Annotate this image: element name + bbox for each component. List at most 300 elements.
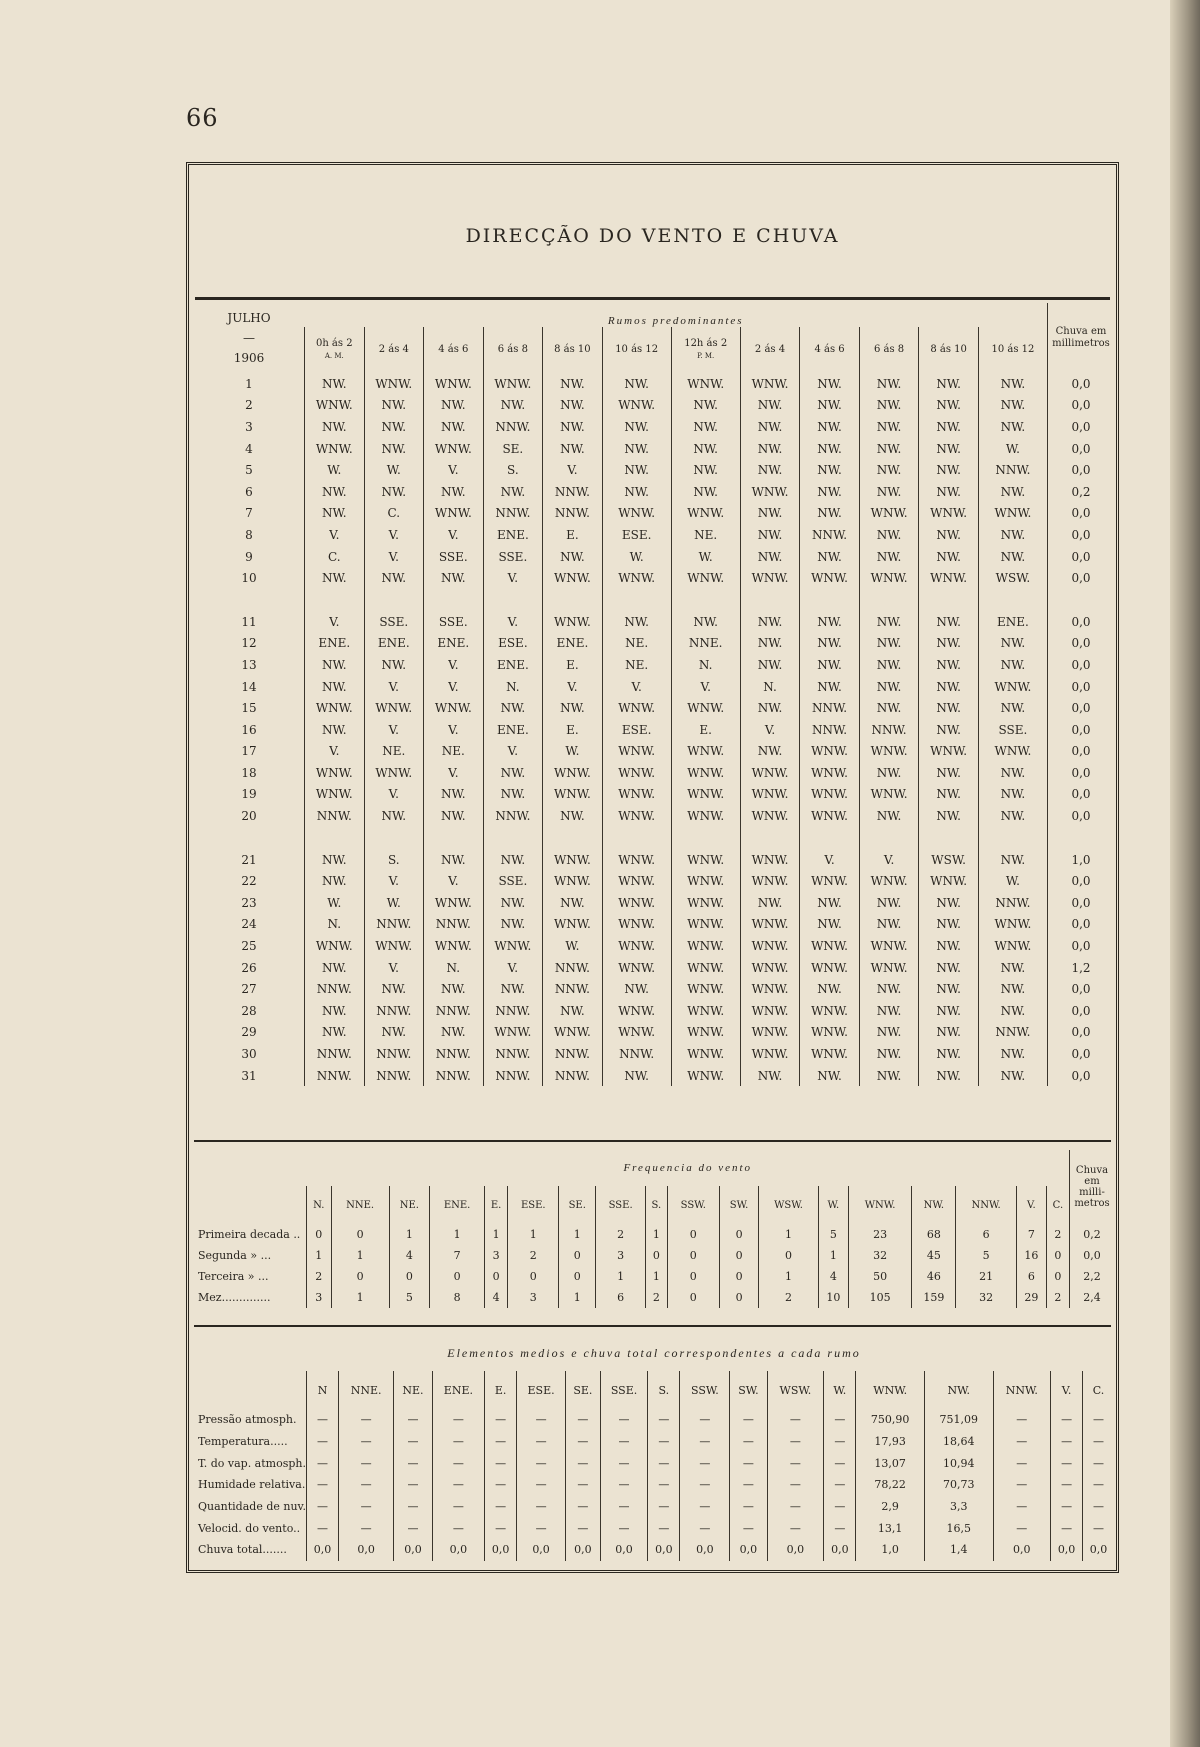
spacer-cell xyxy=(602,827,671,849)
wind-direction-cell: WNW. xyxy=(740,567,800,589)
spacer-cell xyxy=(1048,589,1115,611)
spacer-cell xyxy=(364,589,424,611)
row-label: Chuva total....... xyxy=(198,1543,287,1557)
element-cell: — xyxy=(1083,1517,1114,1539)
element-cell: — xyxy=(565,1496,600,1518)
wind-direction-cell: V. xyxy=(305,611,365,633)
wind-direction-cell: WNW. xyxy=(602,697,671,719)
wind-direction-cell: N. xyxy=(305,914,365,936)
element-cell: — xyxy=(485,1452,517,1474)
wind-direction-cell: SSE. xyxy=(364,611,424,633)
table-row xyxy=(194,1409,1114,1431)
wind-direction-cell: WNW. xyxy=(364,373,424,395)
wind-direction-cell: NW. xyxy=(978,395,1047,417)
wind-direction-cell: SSE. xyxy=(424,546,484,568)
frequency-cell: 0 xyxy=(667,1287,719,1308)
time-column-label: 8 ás 10 xyxy=(554,344,591,355)
wind-direction-cell: NW. xyxy=(671,416,740,438)
wind-direction-cell: NNW. xyxy=(364,1065,424,1087)
spacer-cell xyxy=(978,827,1047,849)
direction-column-header: WSW. xyxy=(759,1186,819,1224)
table-row xyxy=(194,1517,1114,1539)
element-cell: 0,0 xyxy=(339,1539,394,1561)
direction-column-header: ESE. xyxy=(517,1371,566,1409)
element-cell: — xyxy=(648,1517,680,1539)
wind-direction-cell: N. xyxy=(671,654,740,676)
wind-direction-cell: WNW. xyxy=(671,1022,740,1044)
wind-direction-cell: ENE. xyxy=(305,633,365,655)
spacer-cell xyxy=(740,827,800,849)
wind-direction-cell: NW. xyxy=(919,373,979,395)
wind-direction-cell: NW. xyxy=(859,914,919,936)
wind-direction-cell: NW. xyxy=(859,762,919,784)
wind-direction-cell: WNW. xyxy=(859,784,919,806)
element-cell: — xyxy=(1051,1496,1083,1518)
wind-direction-cell: NW. xyxy=(305,676,365,698)
element-cell: — xyxy=(432,1517,484,1539)
wind-direction-cell: WNW. xyxy=(602,849,671,871)
element-cell: — xyxy=(1083,1409,1114,1431)
wind-direction-cell: NW. xyxy=(305,416,365,438)
time-column-label: 0h ás 2 xyxy=(315,338,353,349)
wind-direction-cell: WNW. xyxy=(543,914,603,936)
wind-direction-cell: NW. xyxy=(364,654,424,676)
wind-direction-cell: WNW. xyxy=(305,438,365,460)
direction-column-header: ENE. xyxy=(432,1371,484,1409)
wind-direction-cell: V. xyxy=(483,567,543,589)
wind-direction-cell: WNW. xyxy=(740,1022,800,1044)
wind-direction-cell: NW. xyxy=(740,633,800,655)
wind-direction-cell: W. xyxy=(978,438,1047,460)
table-row xyxy=(194,1224,1114,1245)
wind-direction-cell: NW. xyxy=(740,546,800,568)
table-row xyxy=(194,805,1114,827)
wind-direction-cell: NW. xyxy=(978,416,1047,438)
wind-direction-cell: NW. xyxy=(483,978,543,1000)
wind-direction-cell: WSW. xyxy=(978,567,1047,589)
element-cell: — xyxy=(339,1496,394,1518)
wind-direction-cell: ESE. xyxy=(483,633,543,655)
wind-direction-cell: ENE. xyxy=(543,633,603,655)
direction-column-header: SE. xyxy=(565,1371,600,1409)
day-number: 23 xyxy=(241,895,257,910)
wind-direction-cell: NW. xyxy=(919,524,979,546)
frequency-cell: 23 xyxy=(848,1224,912,1245)
row-label: Humidade relativa. xyxy=(198,1478,306,1492)
wind-direction-cell: NNW. xyxy=(424,1000,484,1022)
wind-direction-cell: NW. xyxy=(740,741,800,763)
wind-direction-cell: NW. xyxy=(740,438,800,460)
wind-direction-cell: NW. xyxy=(800,481,860,503)
element-cell: — xyxy=(600,1452,648,1474)
frequency-cell: 6 xyxy=(1016,1266,1046,1287)
wind-direction-cell: WNW. xyxy=(671,957,740,979)
frequency-header: Frequencia do vento xyxy=(623,1162,753,1174)
time-column-header xyxy=(305,327,365,373)
wind-direction-cell: NNW. xyxy=(424,1043,484,1065)
day-number: 16 xyxy=(241,722,257,737)
table-row xyxy=(194,373,1114,395)
day-number: 17 xyxy=(241,744,257,759)
wind-direction-cell: WNW. xyxy=(859,503,919,525)
wind-direction-cell: NW. xyxy=(543,805,603,827)
wind-direction-cell: WNW. xyxy=(671,1065,740,1087)
spacer-cell xyxy=(483,827,543,849)
element-cell: — xyxy=(600,1474,648,1496)
rain-cell: 2,2 xyxy=(1070,1266,1115,1287)
spacer-cell xyxy=(364,827,424,849)
wind-direction-cell: WNW. xyxy=(671,870,740,892)
wind-direction-cell: NW. xyxy=(424,805,484,827)
year-label: 1906 xyxy=(233,351,265,365)
wind-direction-cell: WNW. xyxy=(740,805,800,827)
element-cell: 70,73 xyxy=(924,1474,993,1496)
month-dash: — xyxy=(243,331,255,345)
wind-direction-cell: WNW. xyxy=(859,957,919,979)
wind-direction-cell: WNW. xyxy=(740,914,800,936)
wind-direction-cell: W. xyxy=(364,459,424,481)
table-row xyxy=(194,957,1114,979)
wind-direction-cell: NNW. xyxy=(978,459,1047,481)
wind-direction-cell: NNW. xyxy=(364,914,424,936)
wind-direction-cell: WNW. xyxy=(602,805,671,827)
wind-direction-cell: SSE. xyxy=(483,546,543,568)
rain-cell: 1,2 xyxy=(1048,957,1115,979)
element-cell: 0,0 xyxy=(565,1539,600,1561)
frequency-cell: 2 xyxy=(1046,1287,1069,1308)
wind-direction-cell: NW. xyxy=(602,416,671,438)
element-cell: — xyxy=(339,1452,394,1474)
wind-direction-cell: WNW. xyxy=(602,870,671,892)
day-number: 4 xyxy=(245,441,253,456)
frequency-cell: 46 xyxy=(912,1266,956,1287)
wind-direction-cell: V. xyxy=(859,849,919,871)
frequency-cell: 68 xyxy=(912,1224,956,1245)
element-cell: — xyxy=(824,1496,856,1518)
wind-direction-cell: V. xyxy=(424,459,484,481)
element-cell: 0,0 xyxy=(307,1539,339,1561)
wind-direction-cell: SSE. xyxy=(978,719,1047,741)
wind-direction-cell: NW. xyxy=(740,697,800,719)
wind-direction-cell: WNW. xyxy=(800,762,860,784)
group-header: Rumos predominantes xyxy=(607,315,744,327)
element-cell: — xyxy=(730,1474,767,1496)
rain-cell: 0,0 xyxy=(1048,438,1115,460)
wind-direction-cell: NW. xyxy=(483,395,543,417)
day-number: 3 xyxy=(245,419,253,434)
wind-direction-cell: V. xyxy=(364,676,424,698)
table-row xyxy=(194,1065,1114,1087)
element-cell: — xyxy=(307,1517,339,1539)
wind-direction-cell: WNW. xyxy=(305,697,365,719)
wind-direction-cell: NW. xyxy=(978,1000,1047,1022)
wind-direction-cell: V. xyxy=(483,611,543,633)
wind-direction-cell: WNW. xyxy=(800,935,860,957)
wind-direction-cell: NW. xyxy=(364,567,424,589)
wind-direction-cell: NW. xyxy=(919,935,979,957)
table-row xyxy=(194,438,1114,460)
wind-direction-cell: NW. xyxy=(800,676,860,698)
wind-direction-cell: NW. xyxy=(978,654,1047,676)
spacer-cell xyxy=(602,589,671,611)
wind-direction-cell: NW. xyxy=(919,438,979,460)
wind-direction-cell: NW. xyxy=(740,892,800,914)
element-cell: — xyxy=(824,1431,856,1453)
wind-direction-cell: WNW. xyxy=(483,1022,543,1044)
element-cell: — xyxy=(517,1452,566,1474)
frequency-cell: 159 xyxy=(912,1287,956,1308)
direction-column-header: C. xyxy=(1046,1186,1069,1224)
wind-direction-cell: NW. xyxy=(859,654,919,676)
wind-direction-cell: WNW. xyxy=(740,1043,800,1065)
day-number: 20 xyxy=(241,809,257,824)
wind-direction-cell: C. xyxy=(305,546,365,568)
day-number: 22 xyxy=(241,874,257,889)
time-column-label: 4 ás 6 xyxy=(814,344,845,355)
element-cell: — xyxy=(680,1474,730,1496)
frequency-cell: 5 xyxy=(818,1224,848,1245)
wind-direction-cell: WNW. xyxy=(740,373,800,395)
wind-direction-cell: NNW. xyxy=(424,914,484,936)
frequency-cell: 1 xyxy=(559,1287,596,1308)
direction-column-header: WNW. xyxy=(848,1186,912,1224)
wind-direction-cell: NW. xyxy=(859,546,919,568)
wind-direction-cell: WNW. xyxy=(978,935,1047,957)
wind-direction-cell: V. xyxy=(424,719,484,741)
element-cell: — xyxy=(485,1517,517,1539)
table-row xyxy=(194,697,1114,719)
wind-direction-cell: W. xyxy=(305,892,365,914)
element-cell: — xyxy=(432,1496,484,1518)
day-number: 19 xyxy=(241,787,257,802)
element-cell: — xyxy=(600,1517,648,1539)
element-cell: — xyxy=(767,1431,824,1453)
table-row xyxy=(194,481,1114,503)
wind-direction-cell: WNW. xyxy=(740,1000,800,1022)
element-cell: — xyxy=(307,1431,339,1453)
time-column-header xyxy=(740,327,800,373)
day-number: 2 xyxy=(245,398,253,413)
frequency-cell: 0 xyxy=(759,1245,819,1266)
wind-direction-cell: ENE. xyxy=(483,654,543,676)
element-cell: — xyxy=(993,1452,1051,1474)
element-cell: — xyxy=(485,1431,517,1453)
wind-direction-cell: WNW. xyxy=(671,784,740,806)
wind-direction-cell: NW. xyxy=(919,611,979,633)
wind-direction-cell: WNW. xyxy=(543,849,603,871)
wind-direction-cell: NE. xyxy=(364,741,424,763)
direction-column-header: SSW. xyxy=(667,1186,719,1224)
frequency-cell: 8 xyxy=(430,1287,485,1308)
wind-direction-cell: NW. xyxy=(919,914,979,936)
wind-direction-cell: NNW. xyxy=(305,1043,365,1065)
element-cell: — xyxy=(648,1452,680,1474)
table-row xyxy=(194,416,1114,438)
wind-direction-cell: WNW. xyxy=(424,935,484,957)
wind-direction-cell: WNW. xyxy=(978,503,1047,525)
day-number: 14 xyxy=(241,679,257,694)
wind-direction-cell: NW. xyxy=(859,1043,919,1065)
element-cell: 1,0 xyxy=(856,1539,925,1561)
wind-direction-cell: NW. xyxy=(859,978,919,1000)
month-label: JULHO xyxy=(227,311,271,325)
rain-cell: 0,0 xyxy=(1048,416,1115,438)
page-number: 66 xyxy=(186,104,219,132)
table-row xyxy=(194,611,1114,633)
wind-direction-cell: NW. xyxy=(602,1065,671,1087)
element-cell: 13,07 xyxy=(856,1452,925,1474)
wind-direction-cell: NW. xyxy=(919,546,979,568)
spacer-cell xyxy=(1048,827,1115,849)
time-column-header xyxy=(483,327,543,373)
direction-column-header: NNW. xyxy=(993,1371,1051,1409)
wind-direction-cell: NW. xyxy=(859,676,919,698)
direction-column-header: SW. xyxy=(720,1186,759,1224)
wind-direction-cell: NW. xyxy=(859,395,919,417)
table-row xyxy=(194,524,1114,546)
rain-cell: 0,0 xyxy=(1048,805,1115,827)
wind-direction-cell: SE. xyxy=(483,438,543,460)
page-edge xyxy=(1170,0,1200,1747)
row-label: Terceira » ... xyxy=(198,1270,269,1283)
frequency-cell: 5 xyxy=(956,1245,1016,1266)
spacer-cell xyxy=(305,827,365,849)
wind-direction-cell: V. xyxy=(424,524,484,546)
table-frame xyxy=(186,162,1119,1573)
wind-direction-cell: NNW. xyxy=(483,1043,543,1065)
element-cell: — xyxy=(1083,1474,1114,1496)
wind-direction-cell: V. xyxy=(424,676,484,698)
wind-direction-cell: ENE. xyxy=(978,611,1047,633)
element-cell: — xyxy=(565,1474,600,1496)
frequency-cell: 1 xyxy=(389,1224,429,1245)
row-label: Pressão atmosph. xyxy=(198,1413,297,1427)
wind-direction-cell: N. xyxy=(424,957,484,979)
element-cell: — xyxy=(394,1517,432,1539)
frequency-cell: 32 xyxy=(848,1245,912,1266)
table-row xyxy=(194,633,1114,655)
direction-column-header: NNE. xyxy=(331,1186,389,1224)
frequency-cell: 3 xyxy=(508,1287,559,1308)
frequency-cell: 3 xyxy=(485,1245,508,1266)
frequency-cell: 1 xyxy=(759,1266,819,1287)
element-cell: — xyxy=(307,1409,339,1431)
element-cell: — xyxy=(730,1452,767,1474)
direction-column-header: SSE. xyxy=(596,1186,646,1224)
wind-direction-cell: V. xyxy=(424,654,484,676)
day-number: 24 xyxy=(241,917,257,932)
wind-direction-cell: WNW. xyxy=(543,611,603,633)
frequency-cell: 1 xyxy=(331,1287,389,1308)
wind-direction-cell: WNW. xyxy=(671,1000,740,1022)
wind-direction-cell: NNW. xyxy=(543,957,603,979)
wind-direction-cell: WNW. xyxy=(919,741,979,763)
wind-direction-cell: WSW. xyxy=(919,849,979,871)
spacer-cell xyxy=(543,589,603,611)
frequency-cell: 0 xyxy=(508,1266,559,1287)
wind-direction-cell: NW. xyxy=(671,459,740,481)
wind-direction-cell: NW. xyxy=(919,892,979,914)
element-cell: — xyxy=(680,1431,730,1453)
wind-direction-cell: V. xyxy=(800,849,860,871)
wind-direction-cell: V. xyxy=(364,870,424,892)
frequency-cell: 0 xyxy=(307,1224,332,1245)
wind-direction-cell: NW. xyxy=(800,459,860,481)
element-cell: — xyxy=(600,1431,648,1453)
table-row xyxy=(194,914,1114,936)
frequency-cell: 1 xyxy=(646,1224,667,1245)
element-cell: — xyxy=(339,1409,394,1431)
rain-cell: 2,4 xyxy=(1070,1287,1115,1308)
wind-direction-cell: WNW. xyxy=(919,503,979,525)
wind-direction-cell: NW. xyxy=(305,373,365,395)
element-cell: 0,0 xyxy=(1051,1539,1083,1561)
rain-cell: 0,0 xyxy=(1048,459,1115,481)
row-label: Mez.............. xyxy=(198,1291,271,1304)
spacer-cell xyxy=(424,827,484,849)
element-cell: — xyxy=(648,1474,680,1496)
wind-direction-cell: WNW. xyxy=(671,849,740,871)
day-number: 15 xyxy=(241,701,257,716)
element-cell: — xyxy=(485,1496,517,1518)
wind-direction-cell: NW. xyxy=(859,697,919,719)
day-number: 11 xyxy=(241,614,257,629)
wind-direction-cell: NW. xyxy=(800,914,860,936)
frequency-cell: 0 xyxy=(559,1266,596,1287)
wind-direction-cell: V. xyxy=(364,957,424,979)
direction-column-header: ENE. xyxy=(430,1186,485,1224)
table-row xyxy=(194,978,1114,1000)
wind-direction-cell: WNW. xyxy=(602,784,671,806)
wind-direction-cell: WNW. xyxy=(364,762,424,784)
wind-direction-cell: E. xyxy=(543,654,603,676)
spacer-cell xyxy=(483,589,543,611)
wind-direction-cell: NW. xyxy=(602,438,671,460)
table-row xyxy=(194,1043,1114,1065)
element-cell: — xyxy=(680,1496,730,1518)
frequency-cell: 0 xyxy=(720,1245,759,1266)
time-column-sublabel: A. M. xyxy=(324,352,344,360)
rain-cell: 1,0 xyxy=(1048,849,1115,871)
direction-column-header: W. xyxy=(824,1371,856,1409)
wind-direction-cell: NW. xyxy=(978,762,1047,784)
frequency-cell: 0 xyxy=(720,1224,759,1245)
wind-direction-cell: WNW. xyxy=(800,784,860,806)
element-cell: — xyxy=(1083,1452,1114,1474)
direction-column-header: V. xyxy=(1051,1371,1083,1409)
time-column-header xyxy=(800,327,860,373)
wind-direction-cell: NW. xyxy=(424,784,484,806)
wind-direction-cell: NW. xyxy=(800,978,860,1000)
wind-direction-cell: NW. xyxy=(978,373,1047,395)
time-column-header xyxy=(859,327,919,373)
table-row xyxy=(194,849,1114,871)
rain-cell: 0,0 xyxy=(1048,395,1115,417)
frequency-cell: 0 xyxy=(1046,1245,1069,1266)
page-title: DIRECÇÃO DO VENTO E CHUVA xyxy=(465,225,840,247)
wind-direction-cell: NW. xyxy=(919,978,979,1000)
day-number: 1 xyxy=(245,376,253,391)
rain-cell: 0,2 xyxy=(1048,481,1115,503)
wind-direction-cell: S. xyxy=(364,849,424,871)
wind-direction-cell: NW. xyxy=(483,697,543,719)
table-row xyxy=(194,546,1114,568)
wind-direction-cell: NW. xyxy=(483,762,543,784)
wind-direction-cell: WNW. xyxy=(602,1022,671,1044)
wind-direction-cell: NW. xyxy=(305,654,365,676)
day-number: 29 xyxy=(241,1025,257,1040)
element-cell: — xyxy=(648,1409,680,1431)
